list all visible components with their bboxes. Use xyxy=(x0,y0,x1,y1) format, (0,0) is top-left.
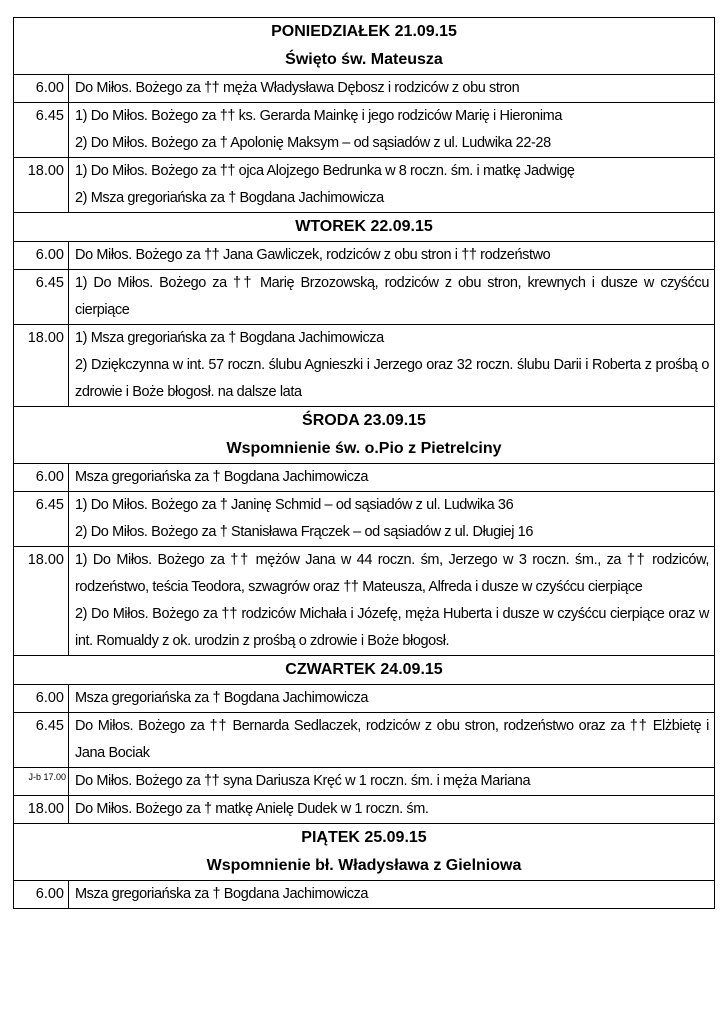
mass-intention: 1) Do Miłos. Bożego za †† ks. Gerarda Mainkę i jego rodziców Marię i Hieronima xyxy=(75,108,562,124)
mass-intentions xyxy=(69,547,715,656)
mass-row xyxy=(14,103,715,158)
mass-intentions xyxy=(69,158,715,213)
mass-intention: Msza gregoriańska za † Bogdana Jachimowicza xyxy=(75,469,369,485)
mass-time: 18.00 xyxy=(14,325,69,407)
mass-intention: 1) Do Miłos. Bożego za †† mężów Jana w 44 roczn. śm, Jerzego w 3 roczn. śm., za †† rodziców, rodzeństwo, teścia Teodora, szwagrów oraz †† Mateusza, Alfreda i dusze w czyśćcu cierpiące xyxy=(75,552,709,595)
day-header xyxy=(14,656,715,685)
day-header-row xyxy=(14,824,715,881)
mass-intentions xyxy=(69,768,715,796)
mass-intentions xyxy=(69,75,715,103)
mass-intention: Do Miłos. Bożego za † matkę Anielę Dudek w 1 roczn. śm. xyxy=(75,801,429,817)
mass-row xyxy=(14,685,715,713)
day-title: WTOREK 22.09.15 xyxy=(295,218,433,235)
mass-time: 18.00 xyxy=(14,547,69,656)
day-title: PIĄTEK 25.09.15 xyxy=(301,829,427,846)
mass-time: 6.45 xyxy=(14,103,69,158)
mass-intentions xyxy=(69,464,715,492)
mass-intentions xyxy=(69,685,715,713)
mass-intentions xyxy=(69,242,715,270)
day-header xyxy=(14,407,715,464)
mass-time: 6.45 xyxy=(14,713,69,768)
mass-intentions xyxy=(69,325,715,407)
mass-time: 6.00 xyxy=(14,242,69,270)
mass-intention: Msza gregoriańska za † Bogdana Jachimowicza xyxy=(75,886,369,902)
mass-intention: 1) Do Miłos. Bożego za †† ojca Alojzego Bedrunka w 8 roczn. śm. i matkę Jadwigę xyxy=(75,163,575,179)
mass-row xyxy=(14,158,715,213)
mass-intentions xyxy=(69,881,715,909)
mass-row xyxy=(14,492,715,547)
mass-intention: Do Miłos. Bożego za †† Bernarda Sedlaczek, rodziców z obu stron, rodzeństwo oraz za †† Elżbietę i Jana Bociak xyxy=(75,718,709,761)
feast-title: Wspomnienie św. o.Pio z Pietrelciny xyxy=(226,440,502,457)
mass-intention: 2) Do Miłos. Bożego za † Stanisława Frączek – od sąsiadów z ul. Długiej 16 xyxy=(75,524,533,540)
mass-row xyxy=(14,242,715,270)
day-header xyxy=(14,824,715,881)
mass-intentions xyxy=(69,713,715,768)
mass-time: 6.00 xyxy=(14,75,69,103)
mass-time: J-b 17.00 xyxy=(14,768,69,796)
mass-intention: 2) Do Miłos. Bożego za † Apolonię Maksym – od sąsiadów z ul. Ludwika 22-28 xyxy=(75,135,551,151)
day-header xyxy=(14,18,715,75)
feast-title: Święto św. Mateusza xyxy=(285,51,443,68)
mass-time: 6.00 xyxy=(14,464,69,492)
mass-intentions xyxy=(69,103,715,158)
mass-time: 6.45 xyxy=(14,492,69,547)
day-header-row xyxy=(14,656,715,685)
mass-row xyxy=(14,768,715,796)
day-header xyxy=(14,213,715,242)
mass-row xyxy=(14,881,715,909)
day-header-row xyxy=(14,213,715,242)
mass-intentions xyxy=(69,492,715,547)
mass-row xyxy=(14,796,715,824)
day-title: CZWARTEK 24.09.15 xyxy=(285,661,443,678)
mass-row xyxy=(14,547,715,656)
mass-schedule xyxy=(13,17,714,909)
mass-schedule-table xyxy=(13,17,715,909)
mass-intention: 2) Do Miłos. Bożego za †† rodziców Michała i Józefę, męża Huberta i dusze w czyśćcu cierpiące oraz w int. Romualdy z ok. urodzin z prośbą o zdrowie i Boże błogosł. xyxy=(75,606,709,649)
mass-intention: 2) Msza gregoriańska za † Bogdana Jachimowicza xyxy=(75,190,384,206)
mass-row xyxy=(14,270,715,325)
feast-title: Wspomnienie bł. Władysława z Gielniowa xyxy=(206,857,522,874)
mass-intention: Do Miłos. Bożego za †† Jana Gawliczek, rodziców z obu stron i †† rodzeństwo xyxy=(75,247,551,263)
mass-intention: 2) Dziękczynna w int. 57 roczn. ślubu Agnieszki i Jerzego oraz 32 roczn. ślubu Darii i Roberta z prośbą o zdrowie i Boże błogosł. na dalsze lata xyxy=(75,357,709,400)
schedule-body xyxy=(14,18,715,909)
day-title: PONIEDZIAŁEK 21.09.15 xyxy=(271,23,457,40)
mass-intention: Do Miłos. Bożego za †† męża Władysława Dębosz i rodziców z obu stron xyxy=(75,80,520,96)
mass-time: 6.45 xyxy=(14,270,69,325)
day-title: ŚRODA 23.09.15 xyxy=(302,412,426,429)
mass-time: 6.00 xyxy=(14,685,69,713)
mass-row xyxy=(14,713,715,768)
mass-row xyxy=(14,75,715,103)
mass-intention: Do Miłos. Bożego za †† syna Dariusza Kręć w 1 roczn. śm. i męża Mariana xyxy=(75,773,531,789)
mass-row xyxy=(14,464,715,492)
mass-time: 6.00 xyxy=(14,881,69,909)
mass-time: 18.00 xyxy=(14,796,69,824)
mass-intention: 1) Do Miłos. Bożego za † Janinę Schmid – od sąsiadów z ul. Ludwika 36 xyxy=(75,497,514,513)
mass-intention: 1) Do Miłos. Bożego za †† Marię Brzozowską, rodziców z obu stron, krewnych i dusze w czyśćcu cierpiące xyxy=(75,275,709,318)
day-header-row xyxy=(14,18,715,75)
mass-intentions xyxy=(69,796,715,824)
mass-intention: Msza gregoriańska za † Bogdana Jachimowicza xyxy=(75,690,369,706)
mass-time: 18.00 xyxy=(14,158,69,213)
day-header-row xyxy=(14,407,715,464)
mass-intentions xyxy=(69,270,715,325)
mass-intention: 1) Msza gregoriańska za † Bogdana Jachimowicza xyxy=(75,330,384,346)
mass-row xyxy=(14,325,715,407)
